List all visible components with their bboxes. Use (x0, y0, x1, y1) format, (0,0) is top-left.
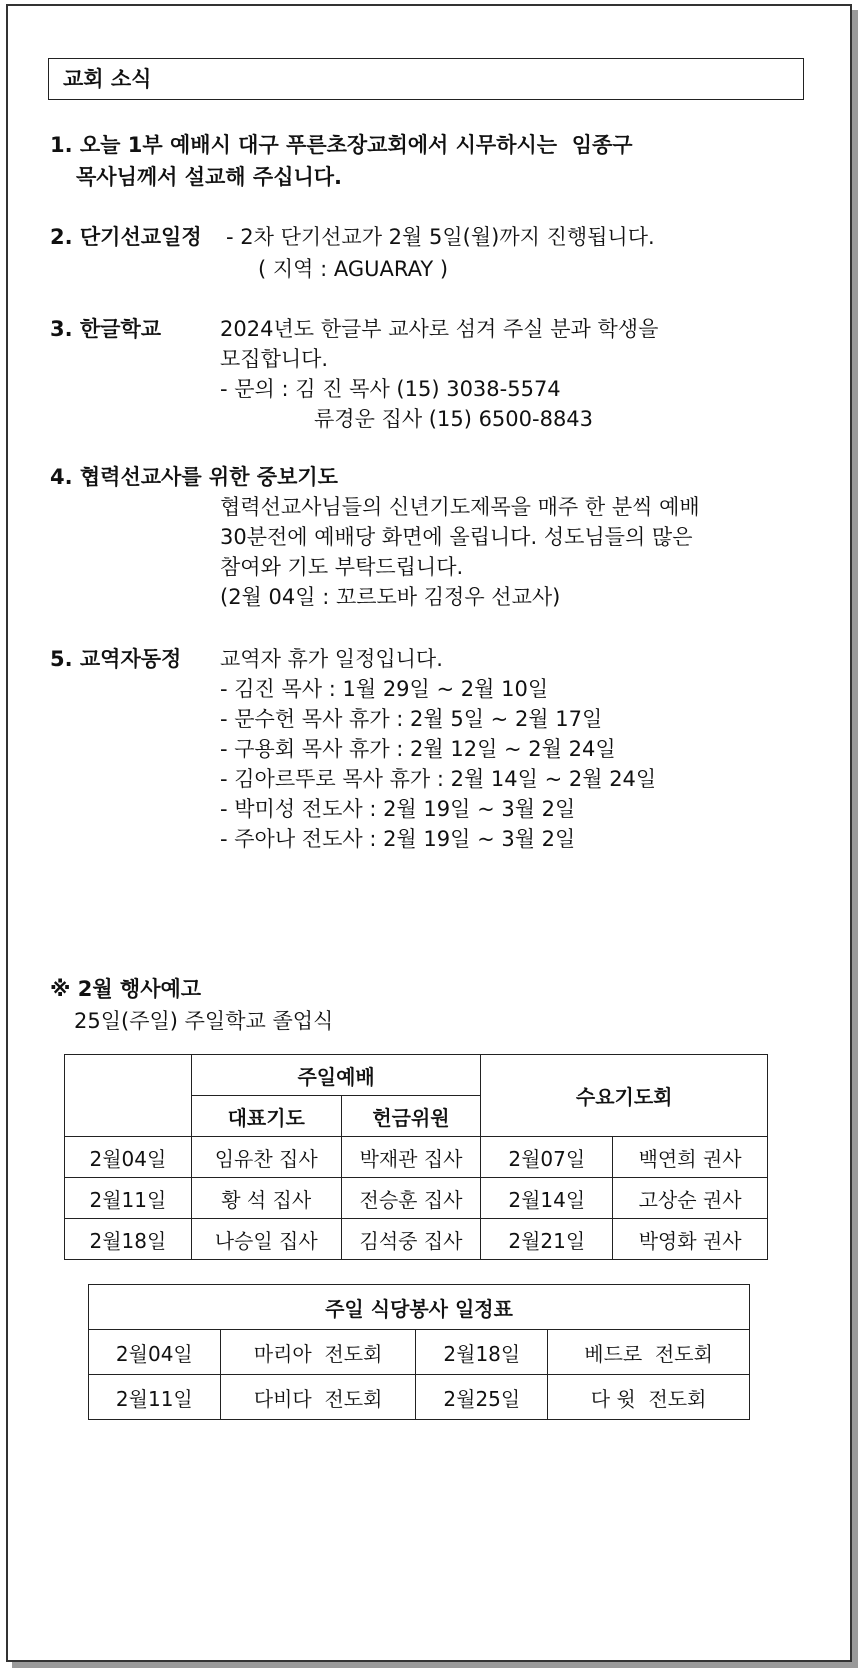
offering-committee-header: 헌금위원 (341, 1096, 481, 1137)
schedule-line: - 김진 목사 : 1월 29일 ~ 2월 10일 (220, 677, 549, 701)
news-item-2-line1: - 2차 단기선교가 2월 5일(월)까지 진행됩니다. (226, 225, 655, 249)
news-item-3-line1: 2024년도 한글부 교사로 섬겨 주실 분과 학생을 (220, 317, 659, 341)
wednesday-prayer-header: 수요기도회 (481, 1055, 768, 1137)
sunday-service-header: 주일예배 (191, 1055, 481, 1096)
news-item-5-title: 5. 교역자동정 (50, 647, 182, 671)
table-cell: 베드로 전도회 (548, 1330, 750, 1375)
table-cell: 다비다 전도회 (220, 1375, 416, 1420)
schedule-line: - 김아르뚜로 목사 휴가 : 2월 14일 ~ 2월 24일 (220, 767, 657, 791)
table-cell: 박재관 집사 (341, 1137, 481, 1178)
table-cell: 전승훈 집사 (341, 1178, 481, 1219)
news-item-2-title: 2. 단기선교일정 (50, 225, 202, 249)
table-cell: 2월18일 (416, 1330, 548, 1375)
meal-service-table (88, 1284, 750, 1420)
table-cell: 2월21일 (481, 1219, 613, 1260)
table-cell: 2월25일 (416, 1375, 548, 1420)
table-row (89, 1375, 750, 1420)
table-cell: 김석중 집사 (341, 1219, 481, 1260)
table-cell: 2월14일 (481, 1178, 613, 1219)
table-cell: 나승일 집사 (191, 1219, 341, 1260)
events-title: ※ 2월 행사예고 (50, 977, 202, 1001)
table-cell: 고상순 권사 (613, 1178, 768, 1219)
schedule-line: - 구용회 목사 휴가 : 2월 12일 ~ 2월 24일 (220, 737, 616, 761)
table-cell: 2월11일 (89, 1375, 221, 1420)
table-cell: 백연희 권사 (613, 1137, 768, 1178)
news-item-1-line2: 목사님께서 설교해 주십니다. (76, 165, 343, 189)
table-cell: 2월04일 (89, 1330, 221, 1375)
table-cell: 2월07일 (481, 1137, 613, 1178)
section-title: 교회 소식 (48, 58, 804, 100)
table-row (65, 1137, 768, 1178)
schedule-line: - 문수헌 목사 휴가 : 2월 5일 ~ 2월 17일 (220, 707, 603, 731)
table-row (65, 1219, 768, 1260)
service-duty-table (64, 1054, 768, 1260)
news-item-3-title: 3. 한글학교 (50, 317, 162, 341)
news-item-2-line2: ( 지역 : AGUARAY ) (258, 257, 449, 281)
table-cell: 2월04일 (65, 1137, 192, 1178)
news-item-4-line3: 참여와 기도 부탁드립니다. (220, 555, 464, 579)
news-item-4-line1: 협력선교사님들의 신년기도제목을 매주 한 분씩 예배 (220, 495, 700, 519)
news-item-5-line1: 교역자 휴가 일정입니다. (220, 647, 443, 671)
table-cell: 황 석 집사 (191, 1178, 341, 1219)
bulletin-page (6, 4, 852, 1662)
schedule-line: - 박미성 전도사 : 2월 19일 ~ 3월 2일 (220, 797, 576, 821)
table-cell: 2월18일 (65, 1219, 192, 1260)
table-cell: 임유찬 집사 (191, 1137, 341, 1178)
corner-cell (65, 1055, 192, 1137)
news-item-3-line4: 류경운 집사 (15) 6500-8843 (314, 407, 594, 431)
news-item-4-line4: (2월 04일 : 꼬르도바 김정우 선교사) (220, 585, 561, 609)
schedule-line: - 주아나 전도사 : 2월 19일 ~ 3월 2일 (220, 827, 576, 851)
meal-table-title: 주일 식당봉사 일정표 (89, 1285, 750, 1330)
table-cell: 2월11일 (65, 1178, 192, 1219)
news-item-4-title: 4. 협력선교사를 위한 중보기도 (50, 465, 338, 489)
news-item-4-line2: 30분전에 예배당 화면에 올립니다. 성도님들의 많은 (220, 525, 693, 549)
table-cell: 마리아 전도회 (220, 1330, 416, 1375)
table-cell: 다 윗 전도회 (548, 1375, 750, 1420)
events-line: 25일(주일) 주일학교 졸업식 (74, 1009, 334, 1033)
prayer-leader-header: 대표기도 (191, 1096, 341, 1137)
news-item-3-line2: 모집합니다. (220, 347, 329, 371)
news-item-1-line1: 1. 오늘 1부 예배시 대구 푸른초장교회에서 시무하시는 임종구 (50, 133, 633, 157)
table-cell: 박영화 권사 (613, 1219, 768, 1260)
table-row (89, 1330, 750, 1375)
table-row (65, 1178, 768, 1219)
news-item-3-line3: - 문의 : 김 진 목사 (15) 3038-5574 (220, 377, 561, 401)
